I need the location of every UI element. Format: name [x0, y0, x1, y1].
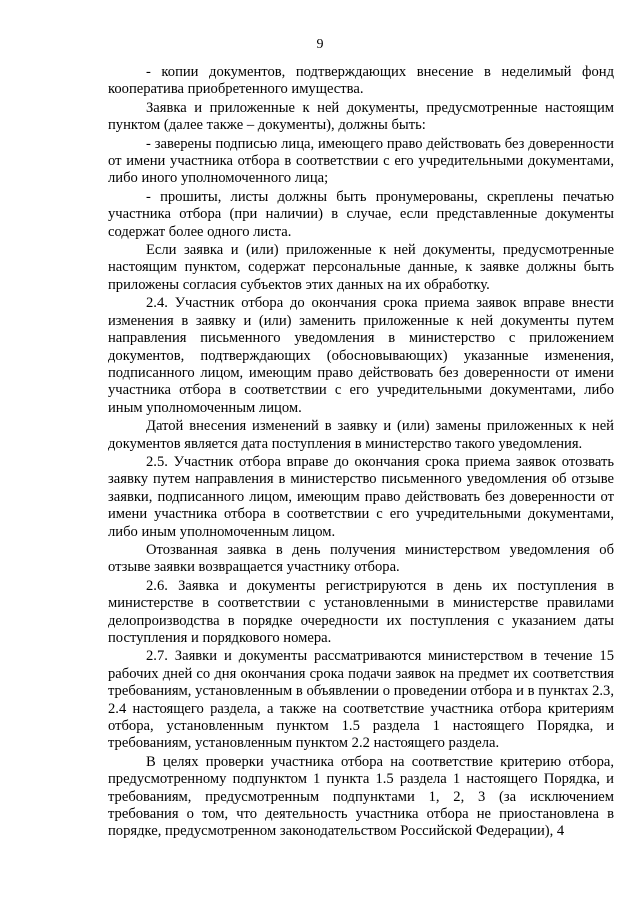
- paragraph: - заверены подписью лица, имеющего право действовать без доверенности от имени участника отбора в соответствии с его учредительными документами, либо иного уполномоченного лица;: [108, 135, 614, 187]
- paragraph: Если заявка и (или) приложенные к ней документы, предусмотренные настоящим пунктом, содержат персональные данные, к заявке должны быть приложены согласия субъектов этих данных на их обработку.: [108, 242, 614, 293]
- paragraph: Отозванная заявка в день получения министерством уведомления об отзыве заявки возвращается участнику отбора.: [108, 541, 614, 576]
- paragraph: 2.6. Заявка и документы регистрируются в день их поступления в министерстве в соответствии с установленными в министерстве правилами делопроизводства в порядке очередности их поступления с указанием даты поступления и порядкового номера.: [108, 577, 614, 646]
- paragraph: - копии документов, подтверждающих внесение в неделимый фонд кооператива приобретенного имущества.: [108, 64, 614, 98]
- paragraph: Заявка и приложенные к ней документы, предусмотренные настоящим пунктом (далее также – документы), должны быть:: [108, 99, 614, 134]
- paragraph: 2.7. Заявки и документы рассматриваются министерством в течение 15 рабочих дней со дня окончания срока подачи заявок на предмет их соответствия требованиям, установленным в объявлении о проведении отбора и в пунктах 2.3, 2.4 настоящего раздела, а также на соответствие участника отбора критериям отбора, установленным пунктом 1.5 раздела 1 настоящего Порядка, и требованиям, установленным пунктом 2.2 настоящего раздела.: [108, 648, 614, 752]
- paragraph: Датой внесения изменений в заявку и (или) замены приложенных к ней документов является дата поступления в министерство такого уведомления.: [108, 418, 614, 452]
- document-body: [108, 64, 614, 841]
- paragraph: 2.4. Участник отбора до окончания срока приема заявок вправе внести изменения в заявку и (или) заменить приложенные к ней документы путем направления письменного уведомления в министерство с приложением документов, подтверждающих (обосновывающих) указанные изменения, подписанного лицом, имеющим право действовать без доверенности от имени участника отбора в соответствии с его учредительными документами, либо иным уполномоченным лицом.: [108, 295, 614, 416]
- page-number: 9: [316, 37, 324, 52]
- paragraph: 2.5. Участник отбора вправе до окончания срока приема заявок отозвать заявку путем направления в министерство письменного уведомления об отзыве заявки, подписанного лицом, имеющим право действовать без доверенности от имени участника отбора в соответствии с его учредительными документами, либо иным уполномоченным лицом.: [108, 453, 614, 540]
- paragraph: - прошиты, листы должны быть пронумерованы, скреплены печатью участника отбора (при наличии) в случае, если представленные документы содержат более одного листа.: [108, 188, 614, 240]
- paragraph: В целях проверки участника отбора на соответствие критерию отбора, предусмотренному подпунктом 1 пункта 1.5 раздела 1 настоящего Порядка, и требованиям, предусмотренным подпунктами 1, 2, 3 (за исключением требования о том, что деятельность участника отбора не приостановлена в порядке, предусмотренном законодательством Российской Федерации), 4: [108, 753, 614, 840]
